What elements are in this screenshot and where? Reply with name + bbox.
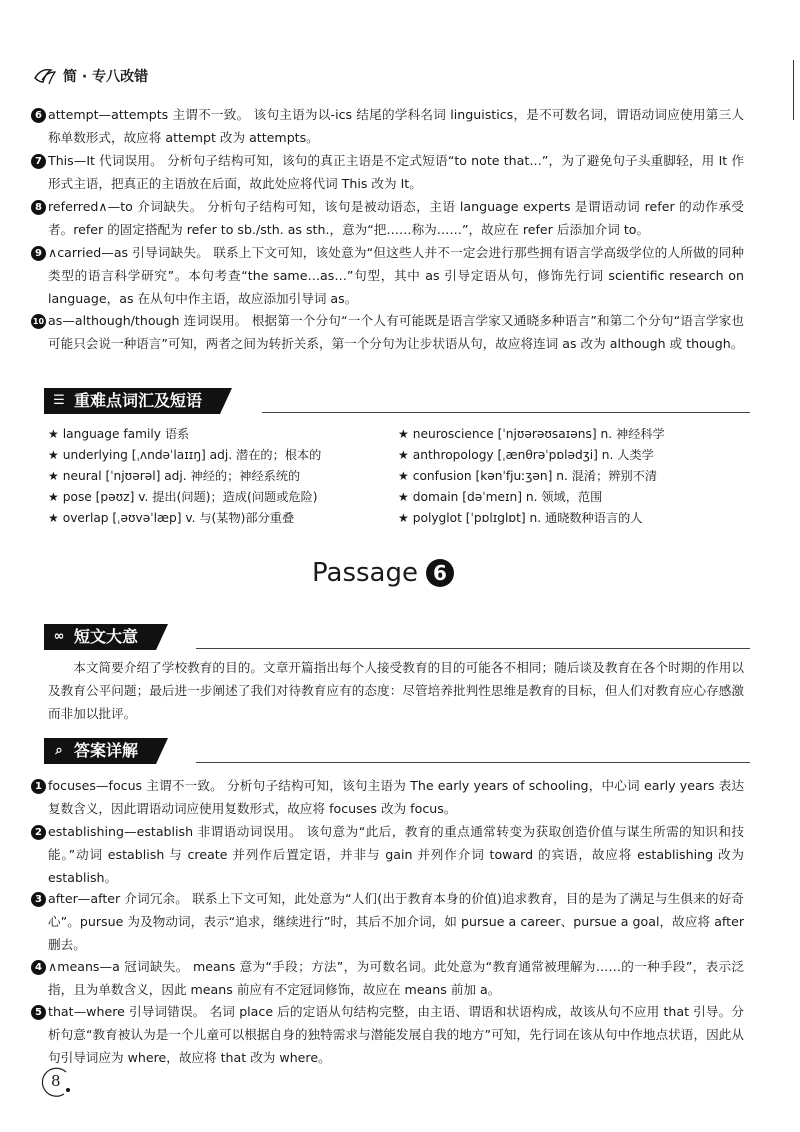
vocab-item: ★ underlying [ˌʌndəˈlaɪɪŋ] adj. 潜在的；根本的	[48, 448, 322, 462]
list-icon: ☰	[53, 393, 65, 408]
entry-text: 名词 place 后的定语从句结构完整，由主语、谓语和状语构成，故该从句不应用 that 引导。分析句意“教育被认为是一个儿童可以根据自身的独特需求与潜能发展自我的地方”可知，先行词在该从句中作地点状语，因此从句引导词应为 where，故应将 that 改为 where。	[48, 1004, 744, 1065]
entry-number: 1	[31, 779, 46, 794]
magnifier-icon: ⌕	[55, 743, 63, 758]
star-icon: ★	[48, 469, 59, 483]
entry-text: 联系上下文可知，该处意为“但这些人并不一定会进行那些拥有语言学高级学位的人所做的同种类型的语言科学研究”。本句考查“the same…as…”句型，其中 as 引导定语从句，修饰先行词 scientific research on language，as 在从句中作主语，故应添加引导词 as。	[48, 245, 744, 306]
entry-number: 9	[31, 246, 46, 261]
vocab-item: ★ pose [pəʊz] v. 提出(问题)；造成(问题或危险)	[48, 490, 318, 504]
entry-text: 分析句子结构可知，该句是被动语态，主语 language experts 是谓语动词 refer 的动作承受者。refer 的固定搭配为 refer to sb./sth. as sth.，意为“把……称为……”，故应在 refer 后添加介词 to。	[48, 199, 744, 237]
entry-head: focuses—focus 主谓不一致。	[48, 778, 223, 793]
section-rule	[262, 412, 750, 413]
star-icon: ★	[398, 511, 409, 525]
vocab-item: ★ confusion [kənˈfjuːʒən] n. 混淆；辨别不清	[398, 469, 658, 483]
entry-text: 该句意为“此后，教育的重点通常转变为获取创造价值与谋生所需的知识和技能。”动词 establish 与 create 并列作后置定语，并非与 gain 并列作介词 toward 的宾语，故应将 establishing 改为 establish。	[48, 824, 745, 885]
passage-title	[312, 558, 454, 588]
entry-head: as—although/though 连词误用。	[48, 313, 248, 328]
margin-rule	[793, 60, 794, 120]
section-title: 短文大意	[74, 627, 139, 646]
link-icon: ∞	[53, 629, 65, 644]
star-icon: ★	[48, 511, 59, 525]
page-number-badge	[38, 1064, 74, 1100]
leaf-logo-icon	[33, 66, 61, 86]
entry-head: that—where 引导词错误。	[48, 1004, 206, 1019]
section-title: 答案详解	[74, 741, 139, 760]
entry-number: 8	[31, 200, 46, 215]
entry-6	[35, 103, 744, 149]
entry-number: 7	[31, 154, 46, 169]
entry-text: 分析句子结构可知，该句的真正主语是不定式短语“to note that…”，为了避免句子头重脚轻，用 It 作形式主语，把真正的主语放在后面，故此处应将代词 This 改为 It。	[48, 153, 745, 191]
vocab-item: ★ neuroscience [ˈnjʊərəʊsaɪəns] n. 神经科学	[398, 427, 665, 441]
entry-head: after—after 介词冗余。	[48, 891, 189, 906]
entry-text: 根据第一个分句“一个人有可能既是语言学家又通晓多种语言”和第二个分句“语言学家也可能只会说一种语言”可知，两者之间为转折关系，第一个分句为让步状语从句，故应将连词 as 改为 although 或 though。	[48, 313, 745, 351]
star-icon: ★	[48, 448, 59, 462]
summary-section-header	[44, 624, 156, 650]
entry-number: 10	[31, 314, 46, 329]
star-icon: ★	[48, 427, 59, 441]
vocab-item: ★ polyglot [ˈpɒlɪglɒt] n. 通晓数种语言的人	[398, 511, 643, 525]
entry-number: 2	[31, 825, 46, 840]
entry-text: means 意为“手段；方法”，为可数名词。此处意为“教育通常被理解为……的一种手段”，表示泛指，且为单数含义，因此 means 前应有不定冠词修饰，故应在 means 前加 a。	[48, 959, 744, 997]
star-icon: ★	[48, 490, 59, 504]
passage-number: 6	[426, 559, 454, 587]
answer-1	[35, 774, 744, 820]
entry-text: 联系上下文可知，此处意为“人们(出于教育本身的价值)追求教育，目的是为了满足与生俱来的好奇心”。pursue 为及物动词，表示“追求，继续进行”时，其后不加介词，如 pursue a career、pursue a goal，故应将 after 删去。	[48, 891, 744, 952]
vocab-item: ★ overlap [ˌəʊvəˈlæp] v. 与(某物)部分重叠	[48, 511, 295, 525]
vocab-list-right	[398, 424, 748, 529]
vocab-item: ★ domain [dəˈmeɪn] n. 领域，范围	[398, 490, 603, 504]
answer-2	[35, 820, 745, 889]
brand-text: 简 · 专八改错	[63, 69, 149, 85]
star-icon: ★	[398, 490, 409, 504]
answer-3	[35, 887, 744, 956]
vocab-item: ★ language family 语系	[48, 427, 190, 441]
section-rule	[196, 762, 750, 763]
entry-text: 分析句子结构可知，该句主语为 The early years of schooling，中心词 early years 表达复数含义，因此谓语动词应使用复数形式，故应将 focuses 改为 focus。	[48, 778, 744, 816]
star-icon: ★	[398, 427, 409, 441]
star-icon: ★	[398, 448, 409, 462]
entry-head: This—It 代词误用。	[48, 153, 163, 168]
entry-number: 3	[31, 892, 46, 907]
vocab-item: ★ neural [ˈnjʊərəl] adj. 神经的；神经系统的	[48, 469, 301, 483]
vocab-item: ★ anthropology [ˌænθrəˈpɒlədʒi] n. 人类学	[398, 448, 654, 462]
page-number: 8	[51, 1072, 61, 1090]
answer-section-header	[44, 738, 156, 764]
vocab-list-left	[48, 424, 388, 529]
entry-number: 6	[31, 108, 46, 123]
entry-number: 5	[31, 1005, 46, 1020]
vocab-section-header	[44, 388, 220, 414]
entry-number: 4	[31, 960, 46, 975]
entry-head: attempt—attempts 主谓不一致。	[48, 107, 250, 122]
answer-5	[35, 1000, 744, 1069]
answer-4	[35, 955, 744, 1001]
star-icon: ★	[398, 469, 409, 483]
entry-7	[35, 149, 745, 195]
entry-head: ∧carried—as 引导词缺失。	[48, 245, 210, 260]
entry-9	[35, 241, 744, 310]
entry-head: establishing—establish 非谓语动词误用。	[48, 824, 303, 839]
passage-label: Passage	[312, 558, 418, 588]
entry-10	[32, 309, 745, 355]
section-title: 重难点词汇及短语	[74, 391, 203, 410]
section-rule	[196, 648, 750, 649]
summary-paragraph: 本文简要介绍了学校教育的目的。文章开篇指出每个人接受教育的目的可能各不相同；随后谈及教育在各个时期的作用以及教育公平问题；最后进一步阐述了我们对待教育应有的态度：尽管培养批判性思维是教育的目标，但人们对教育应心存感激而非加以批评。	[48, 660, 744, 721]
entry-head: ∧means—a 冠词缺失。	[48, 959, 189, 974]
entry-text: 该句主语为以-ics 结尾的学科名词 linguistics，是不可数名词，谓语动词应使用第三人称单数形式，故应将 attempt 改为 attempts。	[48, 107, 744, 145]
header-brand	[33, 66, 148, 86]
entry-8	[35, 195, 744, 241]
entry-head: referred∧—to 介词缺失。	[48, 199, 203, 214]
